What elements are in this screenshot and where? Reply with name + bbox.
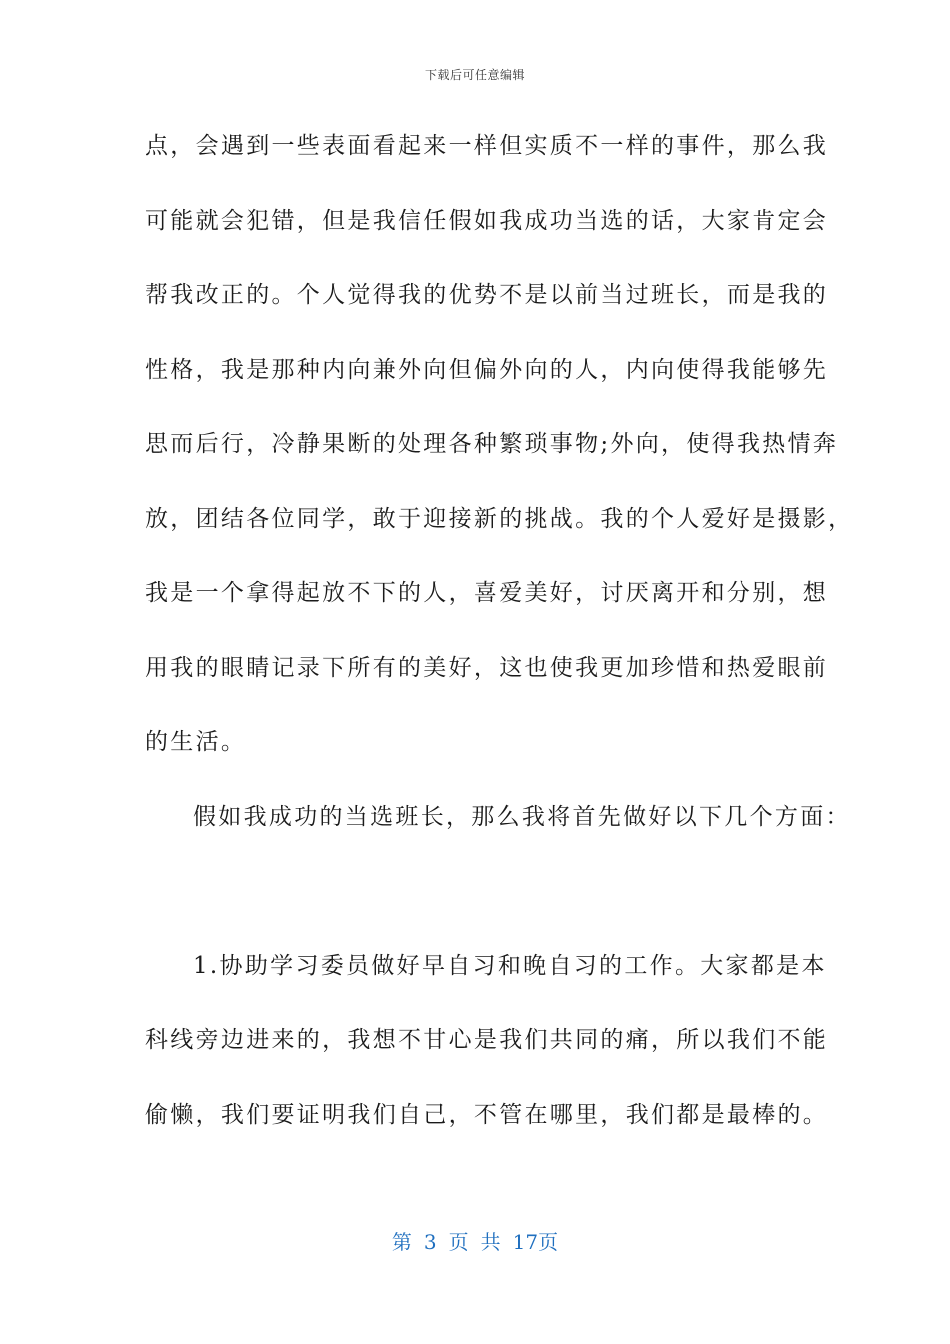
paragraph-line: 性格，我是那种内向兼外向但偏外向的人，内向使得我能够先 bbox=[145, 356, 829, 383]
paragraph-line: 可能就会犯错，但是我信任假如我成功当选的话，大家肯定会 bbox=[145, 207, 829, 234]
document-body bbox=[145, 121, 854, 1164]
paragraph-line: 思而后行，冷静果断的处理各种繁琐事物;外向，使得我热情奔 bbox=[145, 431, 839, 457]
footer-total-pages: 17页 bbox=[512, 1230, 559, 1254]
footer-current-page: 3 bbox=[423, 1230, 437, 1254]
paragraph-spacer bbox=[145, 866, 805, 941]
paragraph-line: 点，会遇到一些表面看起来一样但实质不一样的事件，那么我 bbox=[145, 133, 829, 159]
page-header: 下载后可任意编辑 bbox=[424, 68, 525, 82]
paragraph-line: 假如我成功的当选班长，那么我将首先做好以下几个方面： bbox=[193, 803, 851, 830]
paragraph-line: 的生活。 bbox=[145, 729, 247, 755]
paragraph-line: 用我的眼睛记录下所有的美好，这也使我更加珍惜和热爱眼前 bbox=[145, 654, 829, 681]
paragraph-line: 放，团结各位同学，敢于迎接新的挑战。我的个人爱好是摄影， bbox=[145, 505, 854, 532]
footer-word-page-unit: 页 bbox=[448, 1230, 469, 1254]
footer-word-page: 第 bbox=[391, 1230, 412, 1254]
paragraph-line: 帮我改正的。个人觉得我的优势不是以前当过班长，而是我的 bbox=[145, 282, 829, 308]
paragraph-line: 偷懒，我们要证明我们自己，不管在哪里，我们都是最棒的。 bbox=[145, 1101, 829, 1128]
page-footer bbox=[0, 1226, 950, 1255]
paragraph-line: 科线旁边进来的，我想不甘心是我们共同的痛，所以我们不能 bbox=[145, 1027, 829, 1053]
paragraph-line: 我是一个拿得起放不下的人，喜爱美好，讨厌离开和分别，想 bbox=[145, 580, 829, 606]
paragraph-line: 1.协助学习委员做好早自习和晚自习的工作。大家都是本 bbox=[193, 952, 827, 979]
footer-word-total: 共 bbox=[480, 1230, 501, 1254]
